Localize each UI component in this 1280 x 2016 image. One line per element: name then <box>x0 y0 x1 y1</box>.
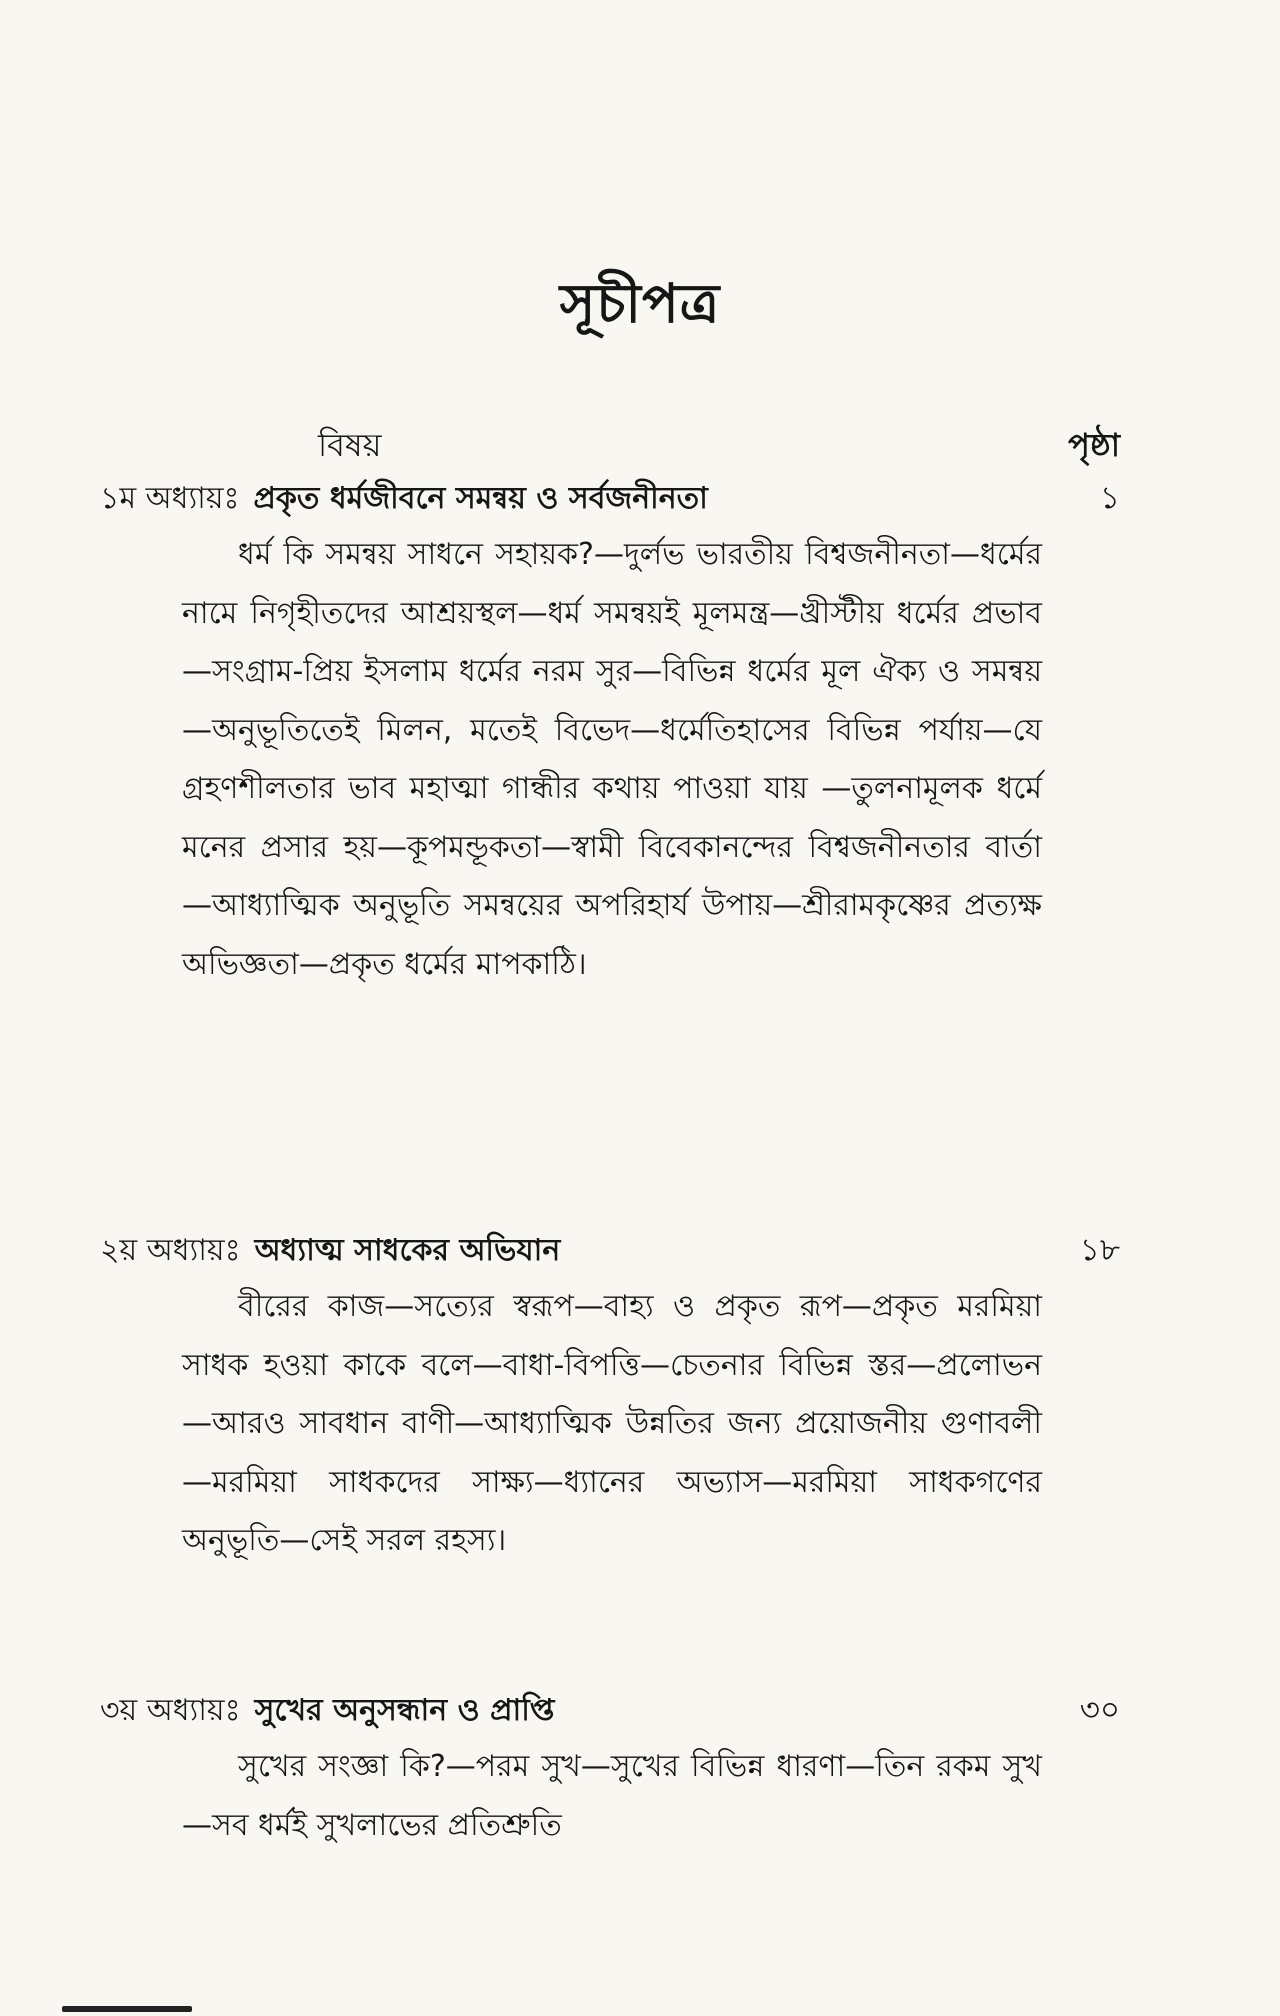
chapter-page-number: ১৮ <box>1079 1232 1120 1268</box>
chapter-title: সুখের অনুসন্ধান ও প্রাপ্তি <box>254 1693 555 1728</box>
chapter-heading <box>100 1686 1120 1734</box>
chapter-number: ২য় অধ্যায়ঃ <box>100 1233 241 1268</box>
chapter-title: প্রকৃত ধর্মজীবনে সমন্বয় ও সর্বজনীনতা <box>253 481 708 516</box>
chapter-number: ৩য় অধ্যায়ঃ <box>100 1693 241 1728</box>
toc-entry-chapter-3 <box>100 1686 1120 1855</box>
page-column-label: পৃষ্ঠা <box>1068 426 1120 464</box>
toc-entry-chapter-2 <box>100 1226 1120 1571</box>
subject-column-label: বিষয় <box>318 426 382 464</box>
chapter-page-number: ৩০ <box>1079 1692 1120 1728</box>
chapter-heading <box>100 474 1120 522</box>
page-title: সূচীপত্র <box>559 272 721 335</box>
chapter-page-number: ১ <box>1099 480 1120 516</box>
chapter-summary: সুখের সংজ্ঞা কি?—পরম সুখ—সুখের বিভিন্ন ধারণা—তিন রকম সুখ—সব ধর্মই সুখলাভের প্রতিশ্রুতি <box>182 1749 1042 1843</box>
chapter-title: অধ্যাত্ম সাধকের অভিযান <box>254 1233 561 1268</box>
chapter-summary: বীরের কাজ—সত্যের স্বরূপ—বাহ্য ও প্রকৃত রূপ—প্রকৃত মরমিয়া সাধক হওয়া কাকে বলে—বাধা-বিপত্তি—চেতনার বিভিন্ন স্তর—প্রলোভন—আরও সাবধান বাণী—আধ্যাত্মিক উন্নতির জন্য প্রয়োজনীয় গুণাবলী—মরমিয়া সাধকদের সাক্ষ্য—ধ্যানের অভ্যাস—মরমিয়া সাধকগণের অনুভূতি—সেই সরল রহস্য। <box>182 1289 1042 1558</box>
chapter-summary: ধর্ম কি সমন্বয় সাধনে সহায়ক?—দুর্লভ ভারতীয় বিশ্বজনীনতা—ধর্মের নামে নিগৃহীতদের আশ্রয়স্থল—ধর্ম সমন্বয়ই মূলমন্ত্র—খ্রীস্টীয় ধর্মের প্রভাব—সংগ্রাম-প্রিয় ইসলাম ধর্মের নরম সুর—বিভিন্ন ধর্মের মূল ঐক্য ও সমন্বয়—অনুভূতিতেই মিলন, মতেই বিভেদ—ধর্মেতিহাসের বিভিন্ন পর্যায়—যে গ্রহণশীলতার ভাব মহাত্মা গান্ধীর কথায় পাওয়া যায় —তুলনামূলক ধর্মে মনের প্রসার হয়—কূপমন্ডূকতা—স্বামী বিবেকানন্দের বিশ্বজনীনতার বার্তা—আধ্যাত্মিক অনুভূতি সমন্বয়ের অপরিহার্য উপায়—শ্রীরামকৃষ্ণের প্রত্যক্ষ অভিজ্ঞতা—প্রকৃত ধর্মের মাপকাঠি। <box>182 537 1042 982</box>
chapter-heading <box>100 1226 1120 1274</box>
toc-entry-chapter-1 <box>100 474 1120 994</box>
page-edge-mark <box>62 2006 192 2012</box>
chapter-number: ১ম অধ্যায়ঃ <box>100 481 240 516</box>
